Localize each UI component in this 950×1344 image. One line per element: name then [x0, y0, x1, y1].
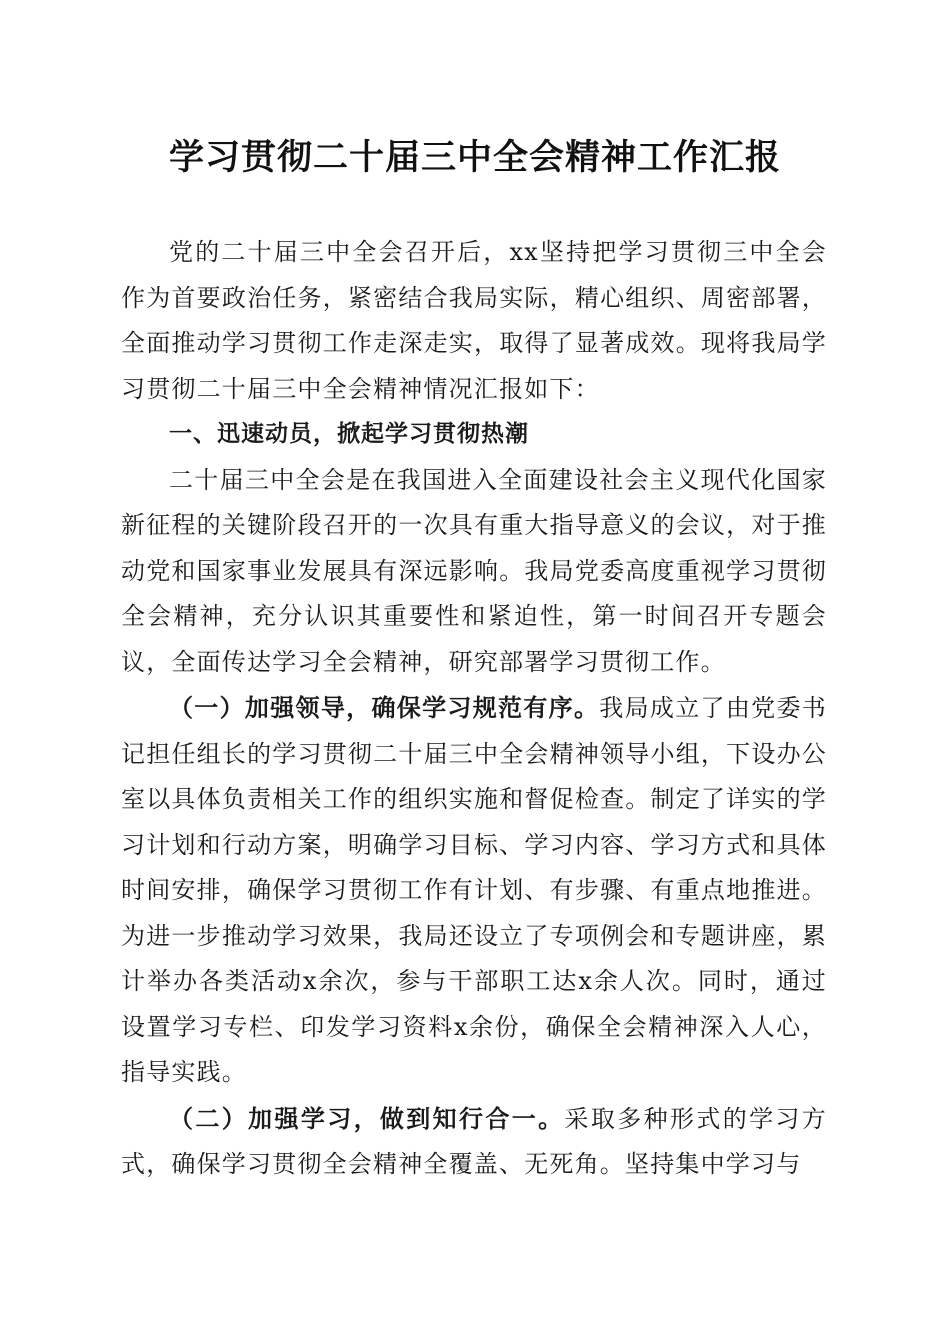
- subsection-1-paragraph: [121, 685, 827, 1096]
- subsection-2-label: （二）加强学习，做到知行合一。: [169, 1103, 565, 1133]
- section-1-paragraph: 二十届三中全会是在我国进入全面建设社会主义现代化国家新征程的关键阶段召开的一次具有重大指导意义的会议，对于推动党和国家事业发展具有深远影响。我局党委高度重视学习贯彻全会精神，充分认识其重要性和紧迫性，第一时间召开专题会议，全面传达学习全会精神，研究部署学习贯彻工作。: [121, 465, 827, 676]
- document-body: [121, 230, 827, 1188]
- section-heading-1: 一、迅速动员，掀起学习贯彻热潮: [169, 421, 529, 447]
- subsection-2-text: 采取多种形式的学习方式，确保学习贯彻全会精神全覆盖、无死角。坚持集中学习与: [121, 1104, 827, 1178]
- subsection-1-label: （一）加强领导，确保学习规范有序。: [169, 693, 600, 722]
- intro-paragraph: 党的二十届三中全会召开后，xx坚持把学习贯彻三中全会作为首要政治任务，紧密结合我局实际，精心组织、周密部署，全面推动学习贯彻工作走深走实，取得了显著成效。现将我局学习贯彻二十届三中全会精神情况汇报如下：: [121, 238, 827, 403]
- subsection-2-paragraph: [121, 1096, 827, 1188]
- subsection-1-text: 我局成立了由党委书记担任组长的学习贯彻二十届三中全会精神领导小组，下设办公室以具体负责相关工作的组织实施和督促检查。制定了详实的学习计划和行动方案，明确学习目标、学习内容、学习方式和具体时间安排，确保学习贯彻工作有计划、有步骤、有重点地推进。为进一步推动学习效果，我局还设立了专项例会和专题讲座，累计举办各类活动x余次，参与干部职工达x余人次。同时，通过设置学习专栏、印发学习资料x余份，确保全会精神深入人心，指导实践。: [121, 694, 827, 1086]
- document-title: 学习贯彻二十届三中全会精神工作汇报: [168, 138, 781, 178]
